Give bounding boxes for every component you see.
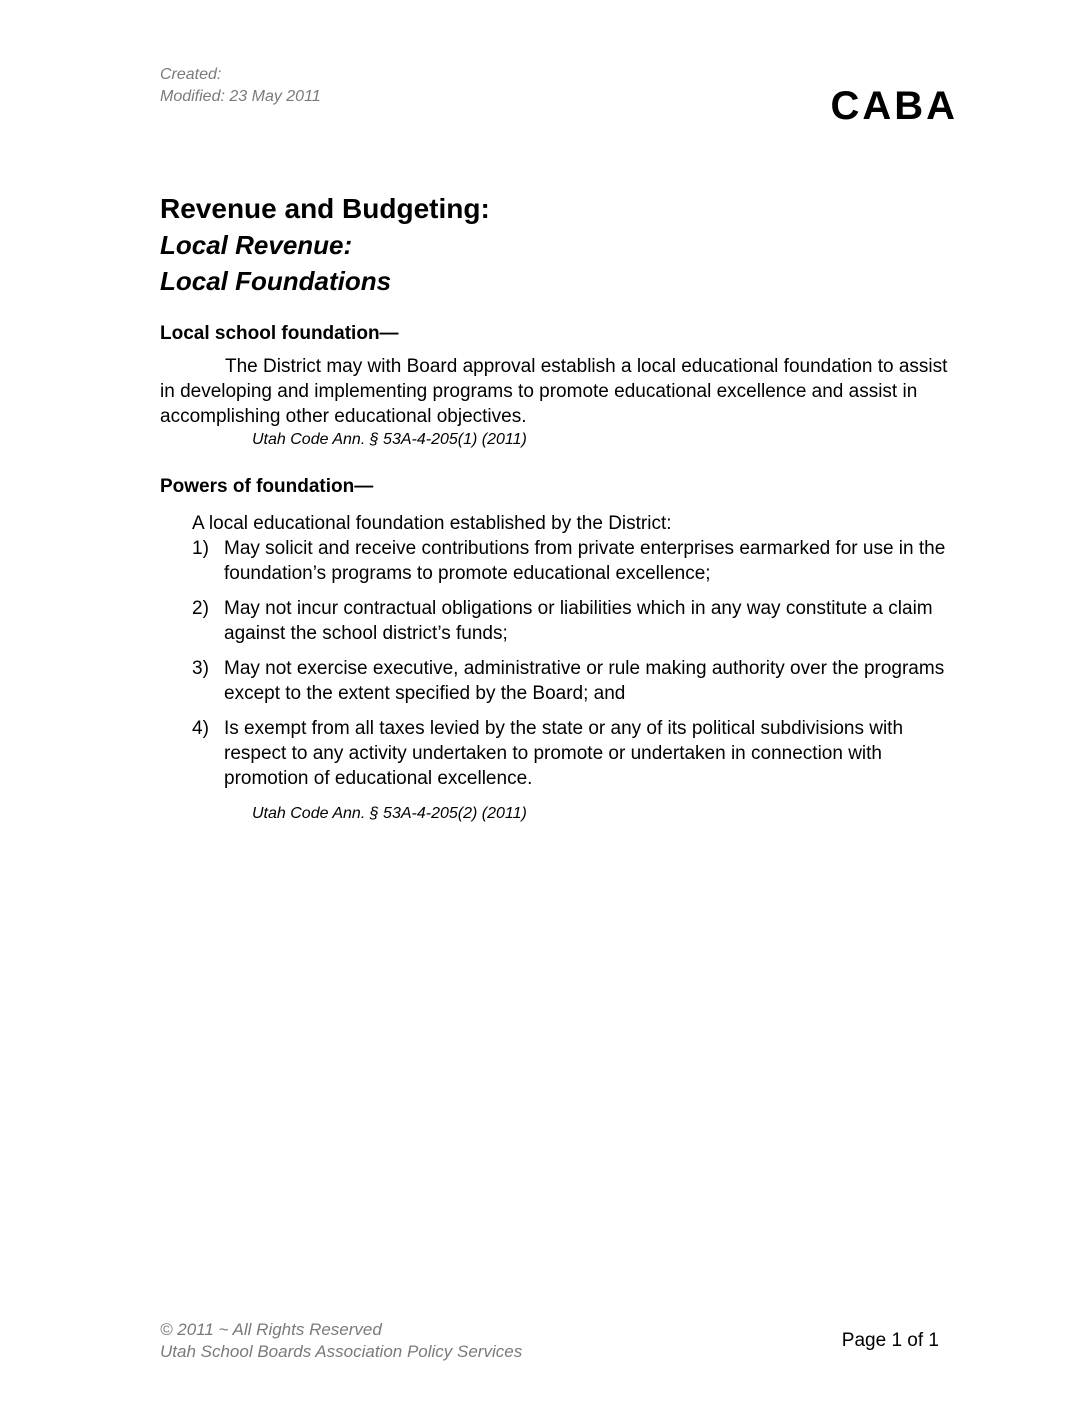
legal-citation: Utah Code Ann. § 53A-4-205(1) (2011) [252,431,527,448]
list-item-number: 1) [192,538,209,559]
list-item-text: May solicit and receive contributions from private enterprises earmarked for use in the foundation’s programs to promote educational excellence; [224,538,946,584]
list-intro: A local educational foundation established by the District: [192,513,672,534]
list-item [160,596,956,646]
powers-list [160,536,956,791]
list-item-text: Is exempt from all taxes levied by the state or any of its political subdivisions with respect to any activity undertaken to promote or undertaken in connection with promotion of educational excellence. [224,718,904,789]
legal-citation: Utah Code Ann. § 53A-4-205(2) (2011) [252,805,527,822]
list-item-text: May not incur contractual obligations or liabilities which in any way constitute a claim against the school district’s funds; [224,598,933,644]
page-title: Revenue and Budgeting: [160,193,490,224]
document-meta [160,64,321,108]
list-item [160,536,956,586]
list-item-text: May not exercise executive, administrative or rule making authority over the programs except to the extent specified by the Board; and [224,658,945,704]
list-item-number: 2) [192,598,209,619]
publisher-text: Utah School Boards Association Policy Services [160,1342,523,1361]
section-heading: Powers of foundation— [160,476,374,497]
section-powers-of-foundation [160,475,956,825]
title-block [160,191,960,299]
list-item-number: 4) [192,718,209,739]
list-item [160,716,956,791]
policy-code: CABA [830,84,958,128]
footer-copyright-block [160,1319,522,1363]
section-heading: Local school foundation— [160,323,399,344]
document-body [160,322,956,825]
created-label: Created: [160,66,222,83]
page-subtitle-2: Local Foundations [160,266,392,296]
list-item-number: 3) [192,658,209,679]
section-local-school-foundation [160,322,956,451]
copyright-text: © 2011 ~ All Rights Reserved [160,1320,382,1339]
page-subtitle-1: Local Revenue: [160,230,353,260]
list-item [160,656,956,706]
modified-label: Modified: 23 May 2011 [160,88,321,105]
page-number: Page 1 of 1 [841,1330,939,1351]
section-paragraph: The District may with Board approval establish a local educational foundation to assist in developing and implementing programs to promote educational excellence and assist in accomplishing other educational objectives. [160,356,948,427]
